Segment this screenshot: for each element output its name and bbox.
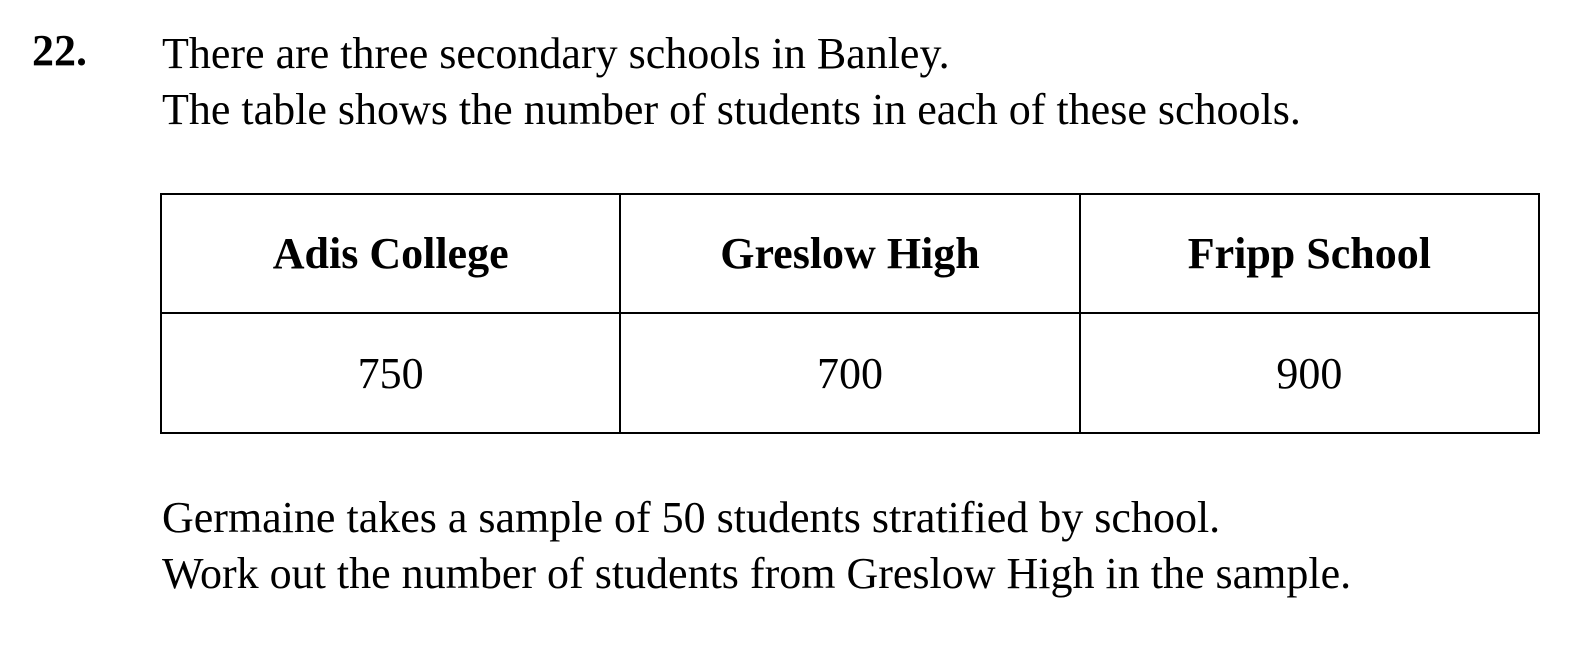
header-fripp-school: Fripp School	[1080, 194, 1539, 313]
header-greslow-high: Greslow High	[620, 194, 1079, 313]
question-task	[162, 490, 1351, 602]
value-greslow-high: 700	[620, 313, 1079, 433]
task-line: Work out the number of students from Greslow High in the sample.	[162, 549, 1352, 598]
value-adis-college: 750	[161, 313, 620, 433]
table-header-row	[161, 194, 1539, 313]
value-fripp-school: 900	[1080, 313, 1539, 433]
school-students-table	[160, 193, 1540, 434]
intro-line: There are three secondary schools in Banley.	[162, 29, 950, 78]
question-number: 22.	[32, 26, 87, 75]
header-adis-college: Adis College	[161, 194, 620, 313]
task-line: Germaine takes a sample of 50 students stratified by school.	[162, 493, 1221, 542]
question-intro	[162, 26, 1301, 138]
table-row	[161, 313, 1539, 433]
intro-line: The table shows the number of students in each of these schools.	[162, 85, 1301, 134]
